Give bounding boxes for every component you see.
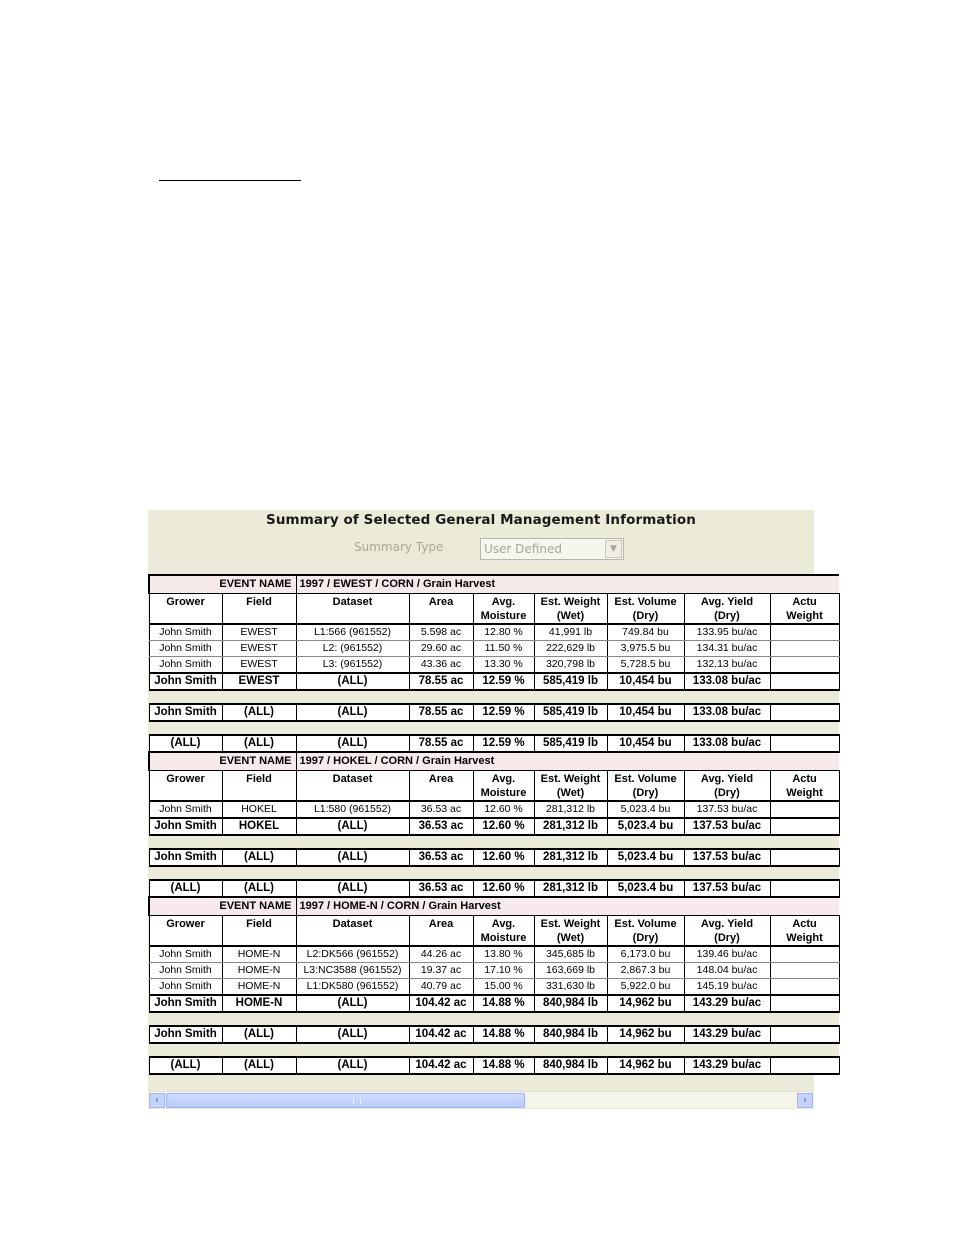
table-cell: 44.26 ac (409, 946, 473, 963)
table-cell: 137.53 bu/ac (684, 818, 770, 835)
table-cell: HOME-N (222, 979, 296, 996)
column-header-label: (Dry) (714, 609, 740, 622)
table-cell: 585,419 lb (534, 704, 607, 721)
chevron-down-icon[interactable]: ▼ (605, 540, 622, 558)
column-header[interactable] (222, 770, 296, 801)
table-cell: (ALL) (149, 880, 222, 897)
table-row (149, 963, 839, 979)
table-cell: (ALL) (296, 818, 409, 835)
column-header[interactable] (222, 915, 296, 946)
table-cell (770, 704, 839, 721)
table-cell: (ALL) (296, 673, 409, 690)
column-header[interactable] (770, 593, 839, 624)
column-header[interactable] (534, 593, 607, 624)
event-name-label: EVENT NAME (149, 897, 296, 915)
header-row (149, 770, 839, 801)
table-cell: (ALL) (296, 704, 409, 721)
table-cell: 14,962 bu (607, 995, 684, 1012)
spacer-row (149, 721, 839, 735)
table-cell: (ALL) (222, 704, 296, 721)
column-header-label: Avg. (491, 917, 516, 930)
header-row (149, 915, 839, 946)
summary-table (148, 574, 840, 1075)
column-header-label: (Wet) (556, 609, 585, 622)
event-name-value: 1997 / EWEST / CORN / Grain Harvest (296, 575, 839, 593)
table-cell (770, 818, 839, 835)
column-header-label: (Wet) (556, 931, 585, 944)
column-header[interactable] (607, 770, 684, 801)
column-header[interactable] (296, 593, 409, 624)
event-name-row (149, 752, 839, 770)
table-cell: 15.00 % (473, 979, 534, 996)
table-cell: 345,685 lb (534, 946, 607, 963)
table-cell: 5,023.4 bu (607, 849, 684, 866)
column-header-label: Dataset (332, 595, 373, 608)
summary-panel (148, 510, 823, 1109)
field-total-row (149, 995, 839, 1012)
table-cell: 12.60 % (473, 818, 534, 835)
table-cell: 13.30 % (473, 657, 534, 674)
table-cell: (ALL) (296, 735, 409, 752)
table-cell: 5,922.0 bu (607, 979, 684, 996)
column-header-label: Avg. (491, 772, 516, 785)
table-cell: 78.55 ac (409, 673, 473, 690)
spacer-row (149, 690, 839, 704)
table-cell: 749.84 bu (607, 624, 684, 641)
table-cell (770, 1026, 839, 1043)
column-header-label: Est. Volume (614, 595, 677, 608)
column-header[interactable] (296, 770, 409, 801)
table-cell: 12.80 % (473, 624, 534, 641)
table-cell: 2,867.3 bu (607, 963, 684, 979)
table-cell: L1:566 (961552) (296, 624, 409, 641)
table-cell: 132.13 bu/ac (684, 657, 770, 674)
table-cell (770, 963, 839, 979)
table-cell: L1:DK580 (961552) (296, 979, 409, 996)
table-cell: 104.42 ac (409, 1057, 473, 1074)
table-cell: 10,454 bu (607, 673, 684, 690)
column-header[interactable] (473, 770, 534, 801)
column-header-label: Avg. Yield (700, 917, 754, 930)
spacer-cell (149, 866, 839, 880)
column-header-label: Field (246, 772, 272, 785)
table-cell: 281,312 lb (534, 818, 607, 835)
table-cell: EWEST (222, 673, 296, 690)
table-cell: John Smith (149, 979, 222, 996)
table-cell: HOKEL (222, 801, 296, 818)
table-cell: 145.19 bu/ac (684, 979, 770, 996)
table-cell: HOME-N (222, 995, 296, 1012)
table-cell (770, 1057, 839, 1074)
table-cell (770, 995, 839, 1012)
table-cell: 5,023.4 bu (607, 801, 684, 818)
table-cell: 29.60 ac (409, 641, 473, 657)
table-cell: 840,984 lb (534, 1026, 607, 1043)
table-cell: 134.31 bu/ac (684, 641, 770, 657)
grower-total-row (149, 849, 839, 866)
column-header[interactable] (409, 915, 473, 946)
table-cell: HOME-N (222, 946, 296, 963)
table-cell: 40.79 ac (409, 979, 473, 996)
spacer-row (149, 866, 839, 880)
event-name-label: EVENT NAME (149, 575, 296, 593)
column-header-label: Weight (786, 786, 823, 799)
grand-total-row (149, 735, 839, 752)
column-header-label: Actu (792, 595, 817, 608)
spacer-row (149, 835, 839, 849)
table-cell: 14.88 % (473, 1026, 534, 1043)
table-cell: (ALL) (296, 1057, 409, 1074)
underline-rule (159, 180, 301, 181)
column-header-label: Area (428, 917, 454, 930)
table-cell (770, 657, 839, 674)
column-header[interactable] (409, 593, 473, 624)
event-name-label: EVENT NAME (149, 752, 296, 770)
column-header-label: Weight (786, 931, 823, 944)
table-cell: L3:NC3588 (961552) (296, 963, 409, 979)
event-name-row (149, 897, 839, 915)
table-cell: 143.29 bu/ac (684, 995, 770, 1012)
table-cell: John Smith (149, 673, 222, 690)
column-header-label: Area (428, 772, 454, 785)
table-cell: 163,669 lb (534, 963, 607, 979)
column-header[interactable] (222, 593, 296, 624)
table-cell: 14,962 bu (607, 1057, 684, 1074)
table-cell: 137.53 bu/ac (684, 880, 770, 897)
spacer-cell (149, 721, 839, 735)
column-header-label: (Dry) (714, 931, 740, 944)
column-header-label: Est. Weight (540, 917, 601, 930)
table-cell: 840,984 lb (534, 1057, 607, 1074)
table-cell: John Smith (149, 946, 222, 963)
table-cell: (ALL) (296, 1026, 409, 1043)
table-cell: 12.60 % (473, 849, 534, 866)
column-header[interactable] (534, 915, 607, 946)
column-header[interactable] (607, 593, 684, 624)
horizontal-scrollbar[interactable] (148, 1091, 814, 1108)
column-header[interactable] (770, 770, 839, 801)
table-cell: John Smith (149, 963, 222, 979)
spacer-cell (149, 1012, 839, 1026)
column-header-label: Field (246, 595, 272, 608)
spacer-cell (149, 1043, 839, 1057)
table-cell: 137.53 bu/ac (684, 849, 770, 866)
table-cell: 320,798 lb (534, 657, 607, 674)
column-header-label: Field (246, 917, 272, 930)
table-cell: John Smith (149, 657, 222, 674)
table-cell: 12.60 % (473, 801, 534, 818)
table-cell: John Smith (149, 995, 222, 1012)
table-cell: 14.88 % (473, 1057, 534, 1074)
table-cell: L3: (961552) (296, 657, 409, 674)
grower-total-row (149, 704, 839, 721)
table-cell: 5,023.4 bu (607, 880, 684, 897)
spacer-row (149, 1043, 839, 1057)
table-cell: 133.95 bu/ac (684, 624, 770, 641)
table-cell: 78.55 ac (409, 735, 473, 752)
table-cell: 17.10 % (473, 963, 534, 979)
summary-grid[interactable] (148, 574, 823, 1090)
table-row (149, 657, 839, 674)
table-cell: 14,962 bu (607, 1026, 684, 1043)
column-header[interactable] (473, 915, 534, 946)
column-header-label: Actu (792, 772, 817, 785)
table-cell: L1:580 (961552) (296, 801, 409, 818)
table-cell: 78.55 ac (409, 704, 473, 721)
table-cell: 104.42 ac (409, 995, 473, 1012)
column-header[interactable] (684, 593, 770, 624)
table-cell: 148.04 bu/ac (684, 963, 770, 979)
table-cell: 10,454 bu (607, 735, 684, 752)
column-header-label: Est. Volume (614, 772, 677, 785)
column-header[interactable] (770, 915, 839, 946)
table-cell: 139.46 bu/ac (684, 946, 770, 963)
table-cell: 36.53 ac (409, 849, 473, 866)
summary-type-label: Summary Type (354, 540, 444, 554)
table-row (149, 979, 839, 996)
table-cell: 281,312 lb (534, 801, 607, 818)
table-cell: 12.60 % (473, 880, 534, 897)
column-header[interactable] (684, 770, 770, 801)
column-header-label: Weight (786, 609, 823, 622)
table-cell: 331,630 lb (534, 979, 607, 996)
scroll-left-icon[interactable]: ‹ (149, 1093, 165, 1108)
column-header-label: Dataset (332, 917, 373, 930)
field-total-row (149, 673, 839, 690)
column-header-label: Moisture (480, 786, 527, 799)
table-cell: 222,629 lb (534, 641, 607, 657)
table-cell: 43.36 ac (409, 657, 473, 674)
table-cell (770, 849, 839, 866)
table-cell: 137.53 bu/ac (684, 801, 770, 818)
field-total-row (149, 818, 839, 835)
table-cell (770, 673, 839, 690)
event-name-value: 1997 / HOME-N / CORN / Grain Harvest (296, 897, 839, 915)
table-cell: 281,312 lb (534, 880, 607, 897)
table-cell (770, 624, 839, 641)
panel-title: Summary of Selected General Management Information (266, 512, 696, 528)
column-header-label: Avg. (491, 595, 516, 608)
spacer-row (149, 1012, 839, 1026)
table-row (149, 641, 839, 657)
column-header-label: Est. Weight (540, 772, 601, 785)
column-header[interactable] (296, 915, 409, 946)
column-header[interactable] (473, 593, 534, 624)
column-header-label: (Wet) (556, 786, 585, 799)
grip-icon (353, 1098, 361, 1104)
column-header-label: Area (428, 595, 454, 608)
column-header[interactable] (149, 593, 222, 624)
table-cell: 143.29 bu/ac (684, 1026, 770, 1043)
column-header-label: (Dry) (632, 931, 659, 944)
column-header[interactable] (149, 915, 222, 946)
table-row (149, 946, 839, 963)
table-cell: John Smith (149, 624, 222, 641)
column-header-label: Grower (166, 772, 205, 785)
column-header-label: Moisture (480, 931, 527, 944)
scrollbar-thumb[interactable] (166, 1093, 525, 1108)
table-cell: EWEST (222, 657, 296, 674)
table-cell: 36.53 ac (409, 880, 473, 897)
table-cell: 5,728.5 bu (607, 657, 684, 674)
table-cell (770, 735, 839, 752)
table-cell: (ALL) (149, 735, 222, 752)
table-cell: (ALL) (296, 880, 409, 897)
table-cell: 104.42 ac (409, 1026, 473, 1043)
summary-type-select[interactable] (480, 538, 624, 560)
table-cell: 36.53 ac (409, 818, 473, 835)
table-cell: 840,984 lb (534, 995, 607, 1012)
table-cell: John Smith (149, 801, 222, 818)
table-cell (770, 801, 839, 818)
column-header[interactable] (409, 770, 473, 801)
table-cell: 12.59 % (473, 704, 534, 721)
table-cell: (ALL) (296, 995, 409, 1012)
event-name-value: 1997 / HOKEL / CORN / Grain Harvest (296, 752, 839, 770)
table-cell: L2: (961552) (296, 641, 409, 657)
table-cell: (ALL) (222, 735, 296, 752)
table-cell: 13.80 % (473, 946, 534, 963)
table-cell: John Smith (149, 818, 222, 835)
column-header-label: (Dry) (714, 786, 740, 799)
table-row (149, 801, 839, 818)
table-cell: 5.598 ac (409, 624, 473, 641)
table-cell (770, 641, 839, 657)
table-cell: EWEST (222, 641, 296, 657)
column-header-label: Grower (166, 917, 205, 930)
table-cell: John Smith (149, 1026, 222, 1043)
table-cell: John Smith (149, 849, 222, 866)
table-cell: 281,312 lb (534, 849, 607, 866)
table-row (149, 624, 839, 641)
table-cell: 6,173.0 bu (607, 946, 684, 963)
table-cell: (ALL) (149, 1057, 222, 1074)
grand-total-row (149, 1057, 839, 1074)
table-cell: (ALL) (222, 1026, 296, 1043)
grand-total-row (149, 880, 839, 897)
table-cell: 133.08 bu/ac (684, 704, 770, 721)
table-cell: 10,454 bu (607, 704, 684, 721)
table-cell: (ALL) (222, 1057, 296, 1074)
table-cell: 3,975.5 bu (607, 641, 684, 657)
column-header[interactable] (607, 915, 684, 946)
table-cell: 5,023.4 bu (607, 818, 684, 835)
table-cell: (ALL) (296, 849, 409, 866)
scroll-right-icon[interactable]: › (797, 1093, 813, 1108)
grower-total-row (149, 1026, 839, 1043)
column-header[interactable] (684, 915, 770, 946)
column-header-label: Moisture (480, 609, 527, 622)
column-header-label: Grower (166, 595, 205, 608)
table-cell: L2:DK566 (961552) (296, 946, 409, 963)
column-header-label: (Dry) (632, 609, 659, 622)
table-cell (770, 880, 839, 897)
table-cell (770, 946, 839, 963)
column-header-label: Dataset (332, 772, 373, 785)
table-cell: 143.29 bu/ac (684, 1057, 770, 1074)
table-cell: 585,419 lb (534, 673, 607, 690)
column-header[interactable] (534, 770, 607, 801)
column-header[interactable] (149, 770, 222, 801)
table-cell: 14.88 % (473, 995, 534, 1012)
table-cell: John Smith (149, 641, 222, 657)
event-name-row (149, 575, 839, 593)
table-cell: (ALL) (222, 849, 296, 866)
table-cell: 19.37 ac (409, 963, 473, 979)
column-header-label: Avg. Yield (700, 772, 754, 785)
summary-type-value: User Defined (484, 542, 562, 556)
spacer-cell (149, 835, 839, 849)
header-row (149, 593, 839, 624)
table-cell: 11.50 % (473, 641, 534, 657)
table-cell: 41,991 lb (534, 624, 607, 641)
table-cell: EWEST (222, 624, 296, 641)
table-cell: 36.53 ac (409, 801, 473, 818)
table-cell: 12.59 % (473, 673, 534, 690)
table-cell: HOKEL (222, 818, 296, 835)
table-cell: 133.08 bu/ac (684, 673, 770, 690)
column-header-label: Est. Weight (540, 595, 601, 608)
column-header-label: Avg. Yield (700, 595, 754, 608)
column-header-label: Est. Volume (614, 917, 677, 930)
table-cell: HOME-N (222, 963, 296, 979)
table-cell: (ALL) (222, 880, 296, 897)
table-cell: John Smith (149, 704, 222, 721)
table-cell (770, 979, 839, 996)
column-header-label: Actu (792, 917, 817, 930)
spacer-cell (149, 690, 839, 704)
table-cell: 12.59 % (473, 735, 534, 752)
column-header-label: (Dry) (632, 786, 659, 799)
table-cell: 585,419 lb (534, 735, 607, 752)
table-cell: 133.08 bu/ac (684, 735, 770, 752)
